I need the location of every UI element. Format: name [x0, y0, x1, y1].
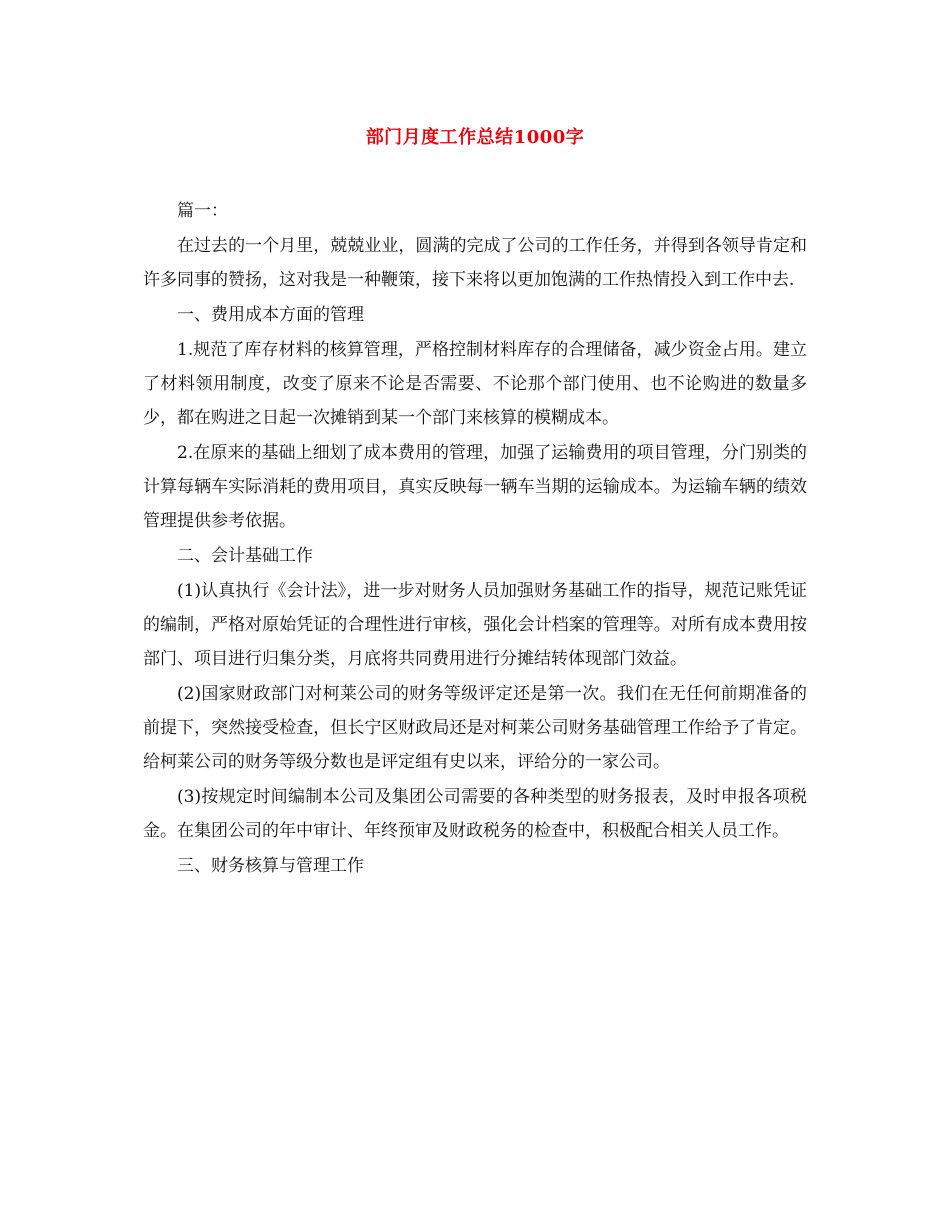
- section-heading: 一、费用成本方面的管理: [177, 305, 364, 325]
- paragraph: 2.在原来的基础上细划了成本费用的管理，加强了运输费用的项目管理，分门别类的计算每辆车实际消耗的费用项目，真实反映每一辆车当期的运输成本。为运输车辆的绩效管理提供参考依据。: [143, 443, 807, 531]
- paragraph: 在过去的一个月里，兢兢业业，圆满的完成了公司的工作任务，并得到各领导肯定和许多同事的赞扬，这对我是一种鞭策，接下来将以更加饱满的工作热情投入到工作中去.: [143, 236, 807, 290]
- paragraph: 篇一：: [177, 201, 228, 221]
- paragraph: 1.规范了库存材料的核算管理，严格控制材料库存的合理储备，减少资金占用。建立了材料领用制度，改变了原来不论是否需要、不论那个部门使用、也不论购进的数量多少，都在购进之日起一次摊销到某一个部门来核算的模糊成本。: [143, 340, 807, 428]
- paragraph: (1)认真执行《会计法》，进一步对财务人员加强财务基础工作的指导，规范记账凭证的编制，严格对原始凭证的合理性进行审核，强化会计档案的管理等。对所有成本费用按部门、项目进行归集分类，月底将共同费用进行分摊结转体现部门效益。: [143, 581, 807, 669]
- section-heading: 二、会计基础工作: [177, 546, 313, 566]
- document-body: [143, 194, 807, 884]
- paragraph: (2)国家财政部门对柯莱公司的财务等级评定还是第一次。我们在无任何前期准备的前提下，突然接受检查，但长宁区财政局还是对柯莱公司财务基础管理工作给予了肯定。给柯莱公司的财务等级分数也是评定组有史以来，评给分的一家公司。: [143, 684, 807, 772]
- document-title: 部门月度工作总结1000字: [365, 127, 585, 148]
- section-heading: 三、财务核算与管理工作: [177, 856, 364, 876]
- paragraph: (3)按规定时间编制本公司及集团公司需要的各种类型的财务报表，及时申报各项税金。在集团公司的年中审计、年终预审及财政税务的检查中，积极配合相关人员工作。: [143, 787, 807, 841]
